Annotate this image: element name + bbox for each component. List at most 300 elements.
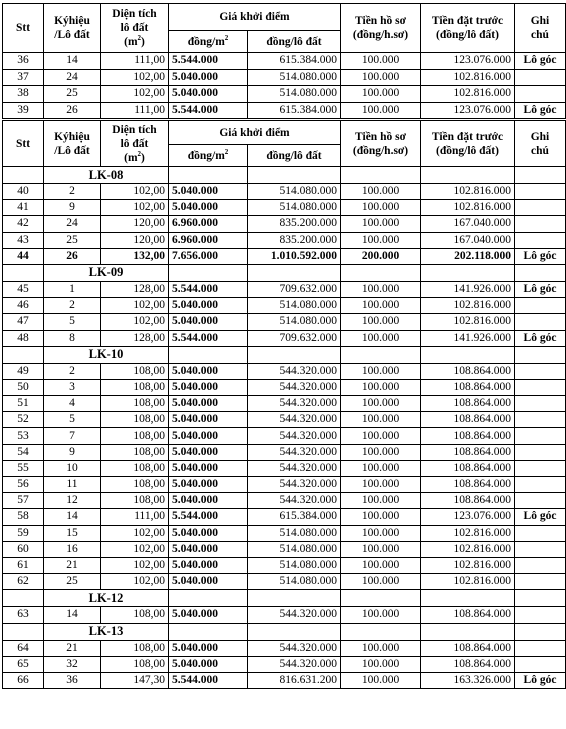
cell-ky-hieu: 9 xyxy=(44,444,101,460)
cell-ghi-chu xyxy=(515,557,566,573)
cell-ghi-chu: Lô góc xyxy=(515,53,566,70)
cell-ky-hieu: 2 xyxy=(44,363,101,379)
header-row xyxy=(3,4,566,31)
cell-stt: 47 xyxy=(3,314,44,330)
cell-stt: 41 xyxy=(3,200,44,216)
cell-gia-lo: 544.320.000 xyxy=(248,428,341,444)
cell-ghi-chu xyxy=(515,379,566,395)
header-gia-khoi-diem xyxy=(169,121,341,145)
cell-tien-ho-so: 100.000 xyxy=(341,53,421,70)
cell-tien-ho-so: 100.000 xyxy=(341,330,421,346)
cell-gia-lo: 544.320.000 xyxy=(248,460,341,476)
cell-gia-lo: 514.080.000 xyxy=(248,525,341,541)
cell-gia-m2: 5.040.000 xyxy=(169,314,248,330)
table-row xyxy=(3,412,566,428)
header-dong-m2-text: đồng/m xyxy=(187,35,225,48)
cell-tien-dat-truoc: 102.816.000 xyxy=(421,86,515,103)
group-empty-cell xyxy=(169,264,248,281)
group-empty-cell xyxy=(248,264,341,281)
cell-gia-lo: 709.632.000 xyxy=(248,281,341,297)
cell-gia-m2: 5.040.000 xyxy=(169,412,248,428)
table-row xyxy=(3,460,566,476)
table-row xyxy=(3,102,566,119)
group-empty-cell xyxy=(341,346,421,363)
cell-gia-lo: 544.320.000 xyxy=(248,412,341,428)
cell-gia-lo: 514.080.000 xyxy=(248,541,341,557)
cell-stt: 57 xyxy=(3,493,44,509)
header-dong-m2-text: đồng/m xyxy=(187,149,225,162)
header-kyhieu-text: Kýhiệu xyxy=(54,130,90,143)
cell-ky-hieu: 16 xyxy=(44,541,101,557)
cell-gia-lo: 544.320.000 xyxy=(248,477,341,493)
cell-tien-ho-so: 100.000 xyxy=(341,607,421,623)
cell-dien-tich: 108,00 xyxy=(101,477,169,493)
cell-stt: 38 xyxy=(3,86,44,103)
cell-stt: 51 xyxy=(3,396,44,412)
cell-ghi-chu xyxy=(515,200,566,216)
cell-gia-m2: 5.040.000 xyxy=(169,607,248,623)
cell-tien-dat-truoc: 167.040.000 xyxy=(421,216,515,232)
cell-dien-tich: 102,00 xyxy=(101,86,169,103)
header-ghi-chu-text: Ghi xyxy=(530,15,550,27)
cell-tien-dat-truoc: 102.816.000 xyxy=(421,525,515,541)
cell-stt: 36 xyxy=(3,53,44,70)
group-stt-cell xyxy=(3,264,44,281)
header-tien-dat-truoc-text: (đồng/lô đất) xyxy=(436,29,499,41)
cell-tien-ho-so: 100.000 xyxy=(341,200,421,216)
group-row xyxy=(3,623,566,640)
cell-gia-lo: 816.631.200 xyxy=(248,672,341,688)
cell-tien-ho-so: 100.000 xyxy=(341,216,421,232)
cell-dien-tich: 108,00 xyxy=(101,493,169,509)
cell-dien-tich: 102,00 xyxy=(101,200,169,216)
header-tien-ho-so-text: Tiền hồ sơ xyxy=(355,15,406,27)
cell-ky-hieu: 25 xyxy=(44,86,101,103)
group-empty-cell xyxy=(169,346,248,363)
cell-tien-dat-truoc: 108.864.000 xyxy=(421,444,515,460)
cell-gia-m2: 5.040.000 xyxy=(169,640,248,656)
header-tien-dat-truoc-text: Tiền đặt trước xyxy=(431,15,504,27)
cell-ghi-chu xyxy=(515,216,566,232)
cell-tien-ho-so: 200.000 xyxy=(341,248,421,264)
header-stt-text: Stt xyxy=(15,22,31,34)
cell-ghi-chu xyxy=(515,363,566,379)
cell-ghi-chu xyxy=(515,314,566,330)
cell-gia-m2: 5.544.000 xyxy=(169,53,248,70)
group-stt-cell xyxy=(3,623,44,640)
cell-ghi-chu xyxy=(515,428,566,444)
cell-ky-hieu: 5 xyxy=(44,412,101,428)
cell-gia-m2: 5.040.000 xyxy=(169,541,248,557)
cell-gia-lo: 514.080.000 xyxy=(248,200,341,216)
cell-gia-lo: 514.080.000 xyxy=(248,314,341,330)
group-empty-cell xyxy=(515,346,566,363)
cell-gia-lo: 544.320.000 xyxy=(248,656,341,672)
cell-dien-tich: 111,00 xyxy=(101,509,169,525)
cell-ghi-chu xyxy=(515,232,566,248)
header-dong-m2-text: 2 xyxy=(224,33,229,42)
cell-tien-ho-so: 100.000 xyxy=(341,314,421,330)
table-row xyxy=(3,557,566,573)
table-row xyxy=(3,672,566,688)
cell-ghi-chu xyxy=(515,298,566,314)
cell-ky-hieu: 7 xyxy=(44,428,101,444)
cell-ky-hieu: 26 xyxy=(44,248,101,264)
header-dientich-text: lô đất xyxy=(120,137,149,150)
cell-stt: 64 xyxy=(3,640,44,656)
cell-ghi-chu: Lô góc xyxy=(515,330,566,346)
cell-dien-tich: 108,00 xyxy=(101,656,169,672)
cell-ky-hieu: 25 xyxy=(44,574,101,590)
cell-tien-dat-truoc: 102.816.000 xyxy=(421,541,515,557)
header-kyhieu xyxy=(44,4,101,53)
cell-tien-dat-truoc: 102.816.000 xyxy=(421,298,515,314)
table-row xyxy=(3,396,566,412)
cell-ky-hieu: 26 xyxy=(44,102,101,119)
cell-stt: 44 xyxy=(3,248,44,264)
cell-dien-tich: 108,00 xyxy=(101,460,169,476)
cell-dien-tich: 132,00 xyxy=(101,248,169,264)
cell-ghi-chu xyxy=(515,69,566,86)
cell-gia-lo: 835.200.000 xyxy=(248,216,341,232)
table-row xyxy=(3,525,566,541)
cell-dien-tich: 128,00 xyxy=(101,330,169,346)
cell-ky-hieu: 4 xyxy=(44,396,101,412)
cell-stt: 56 xyxy=(3,477,44,493)
cell-tien-dat-truoc: 102.816.000 xyxy=(421,69,515,86)
header-stt xyxy=(3,121,44,167)
cell-tien-dat-truoc: 108.864.000 xyxy=(421,412,515,428)
cell-ghi-chu xyxy=(515,493,566,509)
cell-tien-ho-so: 100.000 xyxy=(341,460,421,476)
cell-gia-lo: 514.080.000 xyxy=(248,557,341,573)
header-dientich-text: ) xyxy=(141,151,145,164)
cell-dien-tich: 102,00 xyxy=(101,557,169,573)
cell-gia-m2: 5.040.000 xyxy=(169,86,248,103)
cell-stt: 40 xyxy=(3,184,44,200)
cell-ky-hieu: 15 xyxy=(44,525,101,541)
cell-tien-dat-truoc: 108.864.000 xyxy=(421,477,515,493)
table-row xyxy=(3,281,566,297)
header-tien-dat-truoc-text: (đồng/lô đất) xyxy=(436,144,499,157)
group-row xyxy=(3,264,566,281)
cell-gia-m2: 5.040.000 xyxy=(169,363,248,379)
cell-ghi-chu: Lô góc xyxy=(515,281,566,297)
cell-tien-dat-truoc: 163.326.000 xyxy=(421,672,515,688)
header-dientich xyxy=(101,4,169,53)
cell-stt: 54 xyxy=(3,444,44,460)
table-row xyxy=(3,86,566,103)
cell-ky-hieu: 25 xyxy=(44,232,101,248)
cell-tien-ho-so: 100.000 xyxy=(341,493,421,509)
group-empty-cell xyxy=(341,167,421,184)
cell-tien-ho-so: 100.000 xyxy=(341,541,421,557)
header-dientich-text: (m xyxy=(124,36,138,48)
group-stt-cell xyxy=(3,167,44,184)
cell-tien-dat-truoc: 123.076.000 xyxy=(421,53,515,70)
table-row xyxy=(3,379,566,395)
group-empty-cell xyxy=(169,167,248,184)
header-kyhieu-text: /Lô đất xyxy=(54,29,90,41)
header-dong-m2 xyxy=(169,145,248,167)
group-empty-cell xyxy=(421,346,515,363)
group-label: LK-12 xyxy=(44,590,169,607)
table-row xyxy=(3,298,566,314)
cell-ghi-chu xyxy=(515,396,566,412)
cell-tien-ho-so: 100.000 xyxy=(341,232,421,248)
cell-dien-tich: 128,00 xyxy=(101,281,169,297)
cell-stt: 46 xyxy=(3,298,44,314)
group-empty-cell xyxy=(341,623,421,640)
cell-dien-tich: 102,00 xyxy=(101,314,169,330)
cell-tien-ho-so: 100.000 xyxy=(341,396,421,412)
cell-ky-hieu: 2 xyxy=(44,184,101,200)
header-kyhieu-text: /Lô đất xyxy=(54,144,90,157)
cell-gia-lo: 544.320.000 xyxy=(248,493,341,509)
land-lot-table-main xyxy=(2,120,566,689)
cell-tien-dat-truoc: 108.864.000 xyxy=(421,460,515,476)
group-label: LK-09 xyxy=(44,264,169,281)
cell-dien-tich: 108,00 xyxy=(101,428,169,444)
cell-gia-lo: 514.080.000 xyxy=(248,69,341,86)
header-stt-text: Stt xyxy=(15,137,31,150)
cell-ky-hieu: 36 xyxy=(44,672,101,688)
cell-ghi-chu: Lô góc xyxy=(515,509,566,525)
cell-gia-lo: 514.080.000 xyxy=(248,298,341,314)
cell-tien-dat-truoc: 202.118.000 xyxy=(421,248,515,264)
cell-tien-dat-truoc: 102.816.000 xyxy=(421,314,515,330)
cell-gia-m2: 5.040.000 xyxy=(169,298,248,314)
cell-tien-ho-so: 100.000 xyxy=(341,428,421,444)
group-row xyxy=(3,346,566,363)
cell-dien-tich: 111,00 xyxy=(101,53,169,70)
cell-ky-hieu: 12 xyxy=(44,493,101,509)
group-stt-cell xyxy=(3,590,44,607)
cell-ghi-chu xyxy=(515,525,566,541)
cell-tien-dat-truoc: 108.864.000 xyxy=(421,640,515,656)
group-empty-cell xyxy=(515,167,566,184)
table-row xyxy=(3,232,566,248)
cell-ky-hieu: 24 xyxy=(44,216,101,232)
cell-dien-tich: 102,00 xyxy=(101,525,169,541)
header-dientich xyxy=(101,121,169,167)
cell-dien-tich: 102,00 xyxy=(101,298,169,314)
group-empty-cell xyxy=(421,590,515,607)
cell-gia-m2: 5.040.000 xyxy=(169,379,248,395)
cell-tien-ho-so: 100.000 xyxy=(341,379,421,395)
cell-gia-m2: 5.040.000 xyxy=(169,444,248,460)
header-kyhieu xyxy=(44,121,101,167)
cell-ghi-chu xyxy=(515,656,566,672)
cell-ky-hieu: 5 xyxy=(44,314,101,330)
cell-tien-dat-truoc: 141.926.000 xyxy=(421,330,515,346)
cell-tien-dat-truoc: 102.816.000 xyxy=(421,574,515,590)
cell-tien-dat-truoc: 108.864.000 xyxy=(421,379,515,395)
cell-tien-ho-so: 100.000 xyxy=(341,69,421,86)
cell-gia-m2: 5.040.000 xyxy=(169,200,248,216)
cell-stt: 58 xyxy=(3,509,44,525)
table-row xyxy=(3,69,566,86)
group-row xyxy=(3,167,566,184)
table-row xyxy=(3,53,566,70)
group-empty-cell xyxy=(248,167,341,184)
header-ghi-chu-text: chú xyxy=(531,29,549,41)
group-empty-cell xyxy=(341,590,421,607)
cell-gia-m2: 5.544.000 xyxy=(169,509,248,525)
table-row xyxy=(3,216,566,232)
cell-tien-ho-so: 100.000 xyxy=(341,281,421,297)
cell-ghi-chu xyxy=(515,444,566,460)
header-dong-lo xyxy=(248,145,341,167)
group-empty-cell xyxy=(421,264,515,281)
cell-gia-m2: 5.040.000 xyxy=(169,574,248,590)
cell-tien-dat-truoc: 141.926.000 xyxy=(421,281,515,297)
header-tien-dat-truoc xyxy=(421,121,515,167)
cell-gia-m2: 5.544.000 xyxy=(169,672,248,688)
header-gia-khoi-diem-text: Giá khởi điểm xyxy=(219,11,290,23)
header-dong-lo-text: đồng/lô đất xyxy=(266,35,322,48)
cell-ghi-chu xyxy=(515,412,566,428)
cell-dien-tich: 111,00 xyxy=(101,102,169,119)
header-dientich-text: Diện tích xyxy=(112,123,157,136)
cell-stt: 59 xyxy=(3,525,44,541)
header-tien-ho-so-text: (đồng/h.sơ) xyxy=(352,144,409,157)
cell-tien-dat-truoc: 123.076.000 xyxy=(421,509,515,525)
cell-tien-dat-truoc: 108.864.000 xyxy=(421,428,515,444)
cell-tien-dat-truoc: 108.864.000 xyxy=(421,656,515,672)
group-empty-cell xyxy=(169,590,248,607)
group-empty-cell xyxy=(515,264,566,281)
header-dientich-text: 2 xyxy=(137,149,142,158)
cell-ghi-chu xyxy=(515,86,566,103)
cell-ky-hieu: 14 xyxy=(44,607,101,623)
header-dong-lo xyxy=(248,31,341,53)
cell-tien-dat-truoc: 123.076.000 xyxy=(421,102,515,119)
table-body-main xyxy=(3,167,566,689)
cell-dien-tich: 102,00 xyxy=(101,541,169,557)
cell-dien-tich: 108,00 xyxy=(101,396,169,412)
cell-gia-m2: 5.040.000 xyxy=(169,69,248,86)
header-kyhieu-text: Kýhiệu xyxy=(54,15,90,27)
cell-tien-dat-truoc: 108.864.000 xyxy=(421,607,515,623)
cell-ghi-chu xyxy=(515,574,566,590)
cell-tien-ho-so: 100.000 xyxy=(341,102,421,119)
header-tien-dat-truoc xyxy=(421,4,515,53)
group-empty-cell xyxy=(169,623,248,640)
cell-dien-tich: 108,00 xyxy=(101,363,169,379)
cell-gia-lo: 514.080.000 xyxy=(248,574,341,590)
table-row xyxy=(3,184,566,200)
header-gia-khoi-diem xyxy=(169,4,341,31)
cell-stt: 66 xyxy=(3,672,44,688)
group-label: LK-13 xyxy=(44,623,169,640)
cell-ghi-chu: Lô góc xyxy=(515,248,566,264)
cell-tien-dat-truoc: 102.816.000 xyxy=(421,184,515,200)
cell-tien-dat-truoc: 102.816.000 xyxy=(421,557,515,573)
cell-tien-dat-truoc: 108.864.000 xyxy=(421,493,515,509)
cell-gia-m2: 5.544.000 xyxy=(169,102,248,119)
cell-ky-hieu: 9 xyxy=(44,200,101,216)
cell-dien-tich: 102,00 xyxy=(101,184,169,200)
cell-ky-hieu: 21 xyxy=(44,557,101,573)
land-lot-table-top xyxy=(2,3,566,119)
cell-stt: 50 xyxy=(3,379,44,395)
table-row xyxy=(3,493,566,509)
cell-tien-ho-so: 100.000 xyxy=(341,184,421,200)
table-row xyxy=(3,200,566,216)
group-label: LK-10 xyxy=(44,346,169,363)
header-ghi-chu xyxy=(515,4,566,53)
cell-stt: 48 xyxy=(3,330,44,346)
table-row xyxy=(3,330,566,346)
cell-stt: 42 xyxy=(3,216,44,232)
cell-tien-ho-so: 100.000 xyxy=(341,477,421,493)
cell-ky-hieu: 2 xyxy=(44,298,101,314)
cell-dien-tich: 108,00 xyxy=(101,412,169,428)
table-row xyxy=(3,314,566,330)
group-empty-cell xyxy=(341,264,421,281)
cell-gia-lo: 615.384.000 xyxy=(248,102,341,119)
cell-gia-m2: 5.040.000 xyxy=(169,477,248,493)
cell-stt: 53 xyxy=(3,428,44,444)
header-stt xyxy=(3,4,44,53)
cell-stt: 65 xyxy=(3,656,44,672)
group-row xyxy=(3,590,566,607)
cell-ky-hieu: 24 xyxy=(44,69,101,86)
header-tien-dat-truoc-text: Tiền đặt trước xyxy=(431,130,504,143)
table-row xyxy=(3,607,566,623)
cell-dien-tich: 108,00 xyxy=(101,379,169,395)
cell-stt: 55 xyxy=(3,460,44,476)
header-dientich-text: Diện tích xyxy=(112,8,157,20)
table-row xyxy=(3,248,566,264)
cell-tien-dat-truoc: 167.040.000 xyxy=(421,232,515,248)
cell-ky-hieu: 11 xyxy=(44,477,101,493)
header-dientich-text: 2 xyxy=(137,34,142,43)
cell-tien-ho-so: 100.000 xyxy=(341,444,421,460)
cell-gia-m2: 5.040.000 xyxy=(169,460,248,476)
cell-ky-hieu: 21 xyxy=(44,640,101,656)
header-tien-ho-so-text: Tiền hồ sơ xyxy=(355,130,406,143)
cell-gia-lo: 544.320.000 xyxy=(248,607,341,623)
cell-tien-ho-so: 100.000 xyxy=(341,672,421,688)
cell-ghi-chu xyxy=(515,184,566,200)
cell-ky-hieu: 32 xyxy=(44,656,101,672)
cell-ghi-chu xyxy=(515,640,566,656)
cell-tien-ho-so: 100.000 xyxy=(341,86,421,103)
cell-stt: 52 xyxy=(3,412,44,428)
cell-gia-lo: 615.384.000 xyxy=(248,53,341,70)
cell-ky-hieu: 14 xyxy=(44,509,101,525)
header-tien-ho-so xyxy=(341,4,421,53)
cell-tien-ho-so: 100.000 xyxy=(341,656,421,672)
cell-gia-m2: 6.960.000 xyxy=(169,232,248,248)
table-row xyxy=(3,509,566,525)
cell-stt: 45 xyxy=(3,281,44,297)
header-dong-m2-text: 2 xyxy=(224,147,229,156)
cell-gia-lo: 514.080.000 xyxy=(248,86,341,103)
header-ghi-chu xyxy=(515,121,566,167)
group-empty-cell xyxy=(515,590,566,607)
header-ghi-chu-text: Ghi xyxy=(530,130,550,143)
group-empty-cell xyxy=(248,590,341,607)
cell-gia-lo: 514.080.000 xyxy=(248,184,341,200)
cell-gia-m2: 5.040.000 xyxy=(169,396,248,412)
cell-gia-lo: 544.320.000 xyxy=(248,640,341,656)
cell-dien-tich: 120,00 xyxy=(101,232,169,248)
cell-gia-m2: 7.656.000 xyxy=(169,248,248,264)
cell-gia-m2: 6.960.000 xyxy=(169,216,248,232)
